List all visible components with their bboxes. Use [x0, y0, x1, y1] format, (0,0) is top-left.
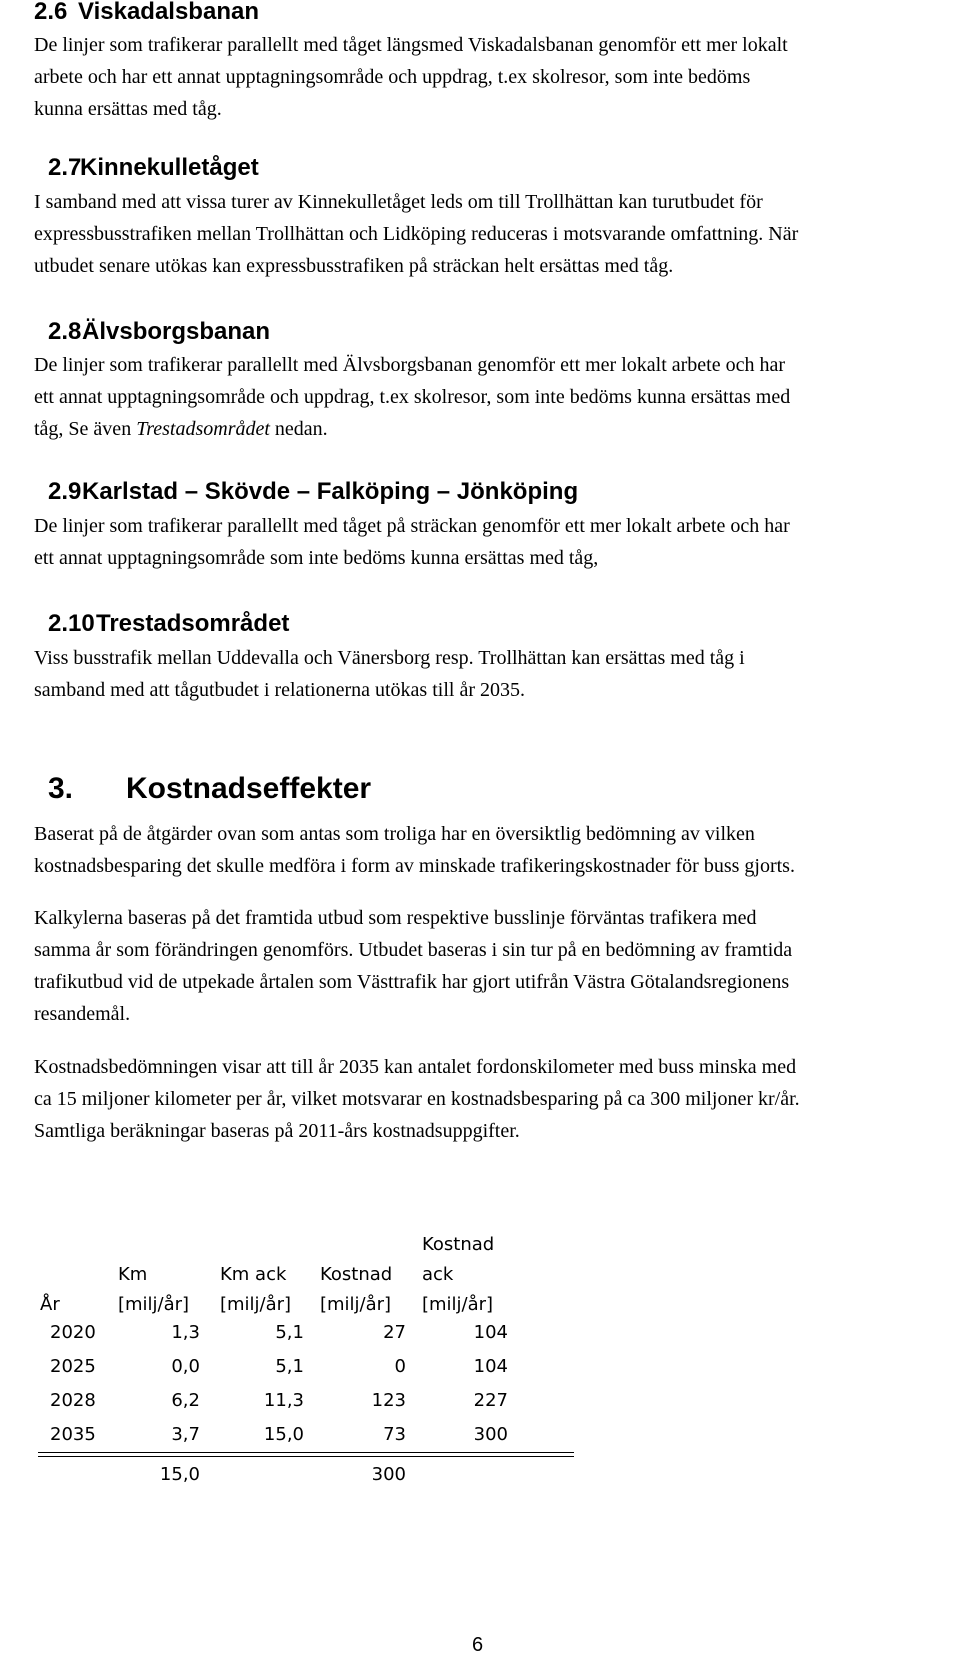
heading-title: Karlstad – Skövde – Falköping – Jönköping	[82, 478, 579, 505]
cell-kostnad-ack: 104	[473, 1356, 508, 1377]
text-line: De linjer som trafikerar parallellt med Älvsborgsbanan genomför ett mer lokalt arbete och har	[34, 354, 786, 376]
text-line: Kalkylerna baseras på det framtida utbud som respektive busslinje förväntas trafikera med	[34, 907, 757, 929]
text-line: utbudet senare utökas kan expressbusstrafiken på sträckan helt ersättas med tåg.	[34, 255, 674, 277]
text-line: Kostnadsbedömningen visar att till år 2035 kan antalet fordonskilometer med buss minska med	[34, 1056, 797, 1078]
text-line: Samtliga beräkningar baseras på 2011-års kostnadsuppgifter.	[34, 1120, 520, 1142]
paragraph-2-8	[34, 349, 954, 445]
header-km-ack	[220, 1260, 291, 1320]
paragraph-2-6	[34, 29, 954, 125]
cell-km: 0,0	[171, 1356, 200, 1377]
header-unit: [milj/år]	[422, 1294, 494, 1315]
italic-reference: Trestadsområdet	[136, 418, 270, 440]
chapter-number: 3.	[48, 772, 74, 805]
text-line: expressbusstrafiken mellan Trollhättan och Lidköping reduceras i motsvarande omfattning. När	[34, 223, 799, 245]
header-text: Km	[118, 1264, 148, 1285]
text-line: I samband med att vissa turer av Kinnekulletåget leds om till Trollhättan kan turutbudet för	[34, 191, 763, 213]
header-text: Kostnad	[422, 1234, 495, 1255]
cell-year: 2020	[50, 1322, 96, 1343]
header-kostnad	[320, 1260, 392, 1320]
heading-title: Älvsborgsbanan	[82, 318, 271, 345]
text-line: Viss busstrafik mellan Uddevalla och Vänersborg resp. Trollhättan kan ersättas med tåg i	[34, 647, 745, 669]
text-segment: nedan.	[269, 418, 328, 440]
text-segment: tåg, Se även	[34, 418, 137, 440]
heading-title: Viskadalsbanan	[78, 0, 259, 25]
paragraph-3-1	[34, 818, 954, 882]
cell-year: 2035	[50, 1424, 96, 1445]
text-line: De linjer som trafikerar parallellt med tåget längsmed Viskadalsbanan genomför ett mer lokalt	[34, 34, 788, 56]
cell-year: 2025	[50, 1356, 96, 1377]
text-line: Baserat på de åtgärder ovan som antas som troliga har en översiktlig bedömning av vilken	[34, 823, 755, 845]
heading-2-6	[34, 0, 259, 26]
text-line: samband med att tågutbudet i relationerna utökas till år 2035.	[34, 679, 525, 701]
heading-title: Trestadsområdet	[96, 610, 290, 637]
text-line: samma år som förändringen genomförs. Utbudet baseras i sin tur på en bedömning av framtida	[34, 939, 793, 961]
cell-kostnad: 123	[371, 1390, 406, 1411]
cell-km: 3,7	[171, 1424, 200, 1445]
table-rule	[38, 1456, 574, 1457]
header-text: Km ack	[220, 1264, 287, 1285]
text-line: De linjer som trafikerar parallellt med tåget på sträckan genomför ett mer lokalt arbete och har	[34, 515, 790, 537]
heading-title: Kinnekulletåget	[80, 154, 259, 181]
paragraph-3-3	[34, 1051, 954, 1147]
header-unit: [milj/år]	[118, 1294, 190, 1315]
heading-2-7	[48, 154, 259, 182]
paragraph-2-9	[34, 510, 954, 574]
total-km: 15,0	[159, 1464, 200, 1485]
cell-km-ack: 11,3	[263, 1390, 304, 1411]
table-rule	[38, 1452, 574, 1453]
header-text: ack	[422, 1264, 454, 1285]
heading-2-8	[48, 318, 270, 346]
header-unit: [milj/år]	[320, 1294, 392, 1315]
chapter-title: Kostnadseffekter	[126, 772, 372, 805]
text-line: kunna ersättas med tåg.	[34, 98, 222, 120]
header-ar	[40, 1290, 60, 1320]
cell-kostnad-ack: 300	[473, 1424, 508, 1445]
heading-number: 2.6	[34, 0, 68, 25]
heading-2-10	[48, 610, 289, 638]
cell-kostnad: 0	[394, 1356, 406, 1377]
paragraph-2-7	[34, 186, 954, 282]
cell-kostnad-ack: 104	[473, 1322, 508, 1343]
text-line: arbete och har ett annat upptagningsområde och uppdrag, t.ex skolresor, som inte bedöms	[34, 66, 751, 88]
heading-number: 2.10	[48, 610, 95, 637]
text-line: trafikutbud vid de utpekade årtalen som Västtrafik har gjort utifrån Västra Götalandsregionens	[34, 971, 790, 993]
text-line	[34, 413, 954, 445]
header-km	[118, 1260, 189, 1320]
header-kostnad-ack	[422, 1230, 494, 1320]
text-line: ca 15 miljoner kilometer per år, vilket motsvarar en kostnadsbesparing på ca 300 miljoner kr/år.	[34, 1088, 800, 1110]
cell-kostnad: 73	[383, 1424, 406, 1445]
text-line: ett annat upptagningsområde och uppdrag, t.ex skolresor, som inte bedöms kunna ersättas med	[34, 386, 791, 408]
chapter-heading	[48, 772, 371, 806]
page-number: 6	[472, 1634, 484, 1656]
cell-kostnad-ack: 227	[473, 1390, 508, 1411]
cell-km-ack: 15,0	[263, 1424, 304, 1445]
total-kostnad: 300	[371, 1464, 406, 1485]
cell-km-ack: 5,1	[275, 1322, 304, 1343]
cell-km: 1,3	[171, 1322, 200, 1343]
cell-km: 6,2	[171, 1390, 200, 1411]
paragraph-3-2	[34, 902, 954, 1030]
cell-km-ack: 5,1	[275, 1356, 304, 1377]
header-text: Kostnad	[320, 1264, 393, 1285]
header-unit: [milj/år]	[220, 1294, 292, 1315]
text-line: kostnadsbesparing det skulle medföra i form av minskade trafikeringskostnader för buss gjorts.	[34, 855, 795, 877]
paragraph-2-10	[34, 642, 954, 706]
heading-number: 2.8	[48, 318, 82, 345]
heading-2-9	[48, 478, 578, 506]
text-line: resandemål.	[34, 1003, 131, 1025]
cell-year: 2028	[50, 1390, 96, 1411]
text-line: ett annat upptagningsområde som inte bedöms kunna ersättas med tåg,	[34, 547, 599, 569]
heading-number: 2.7	[48, 154, 82, 181]
cell-kostnad: 27	[383, 1322, 406, 1343]
header-text: År	[40, 1294, 60, 1315]
heading-number: 2.9	[48, 478, 82, 505]
